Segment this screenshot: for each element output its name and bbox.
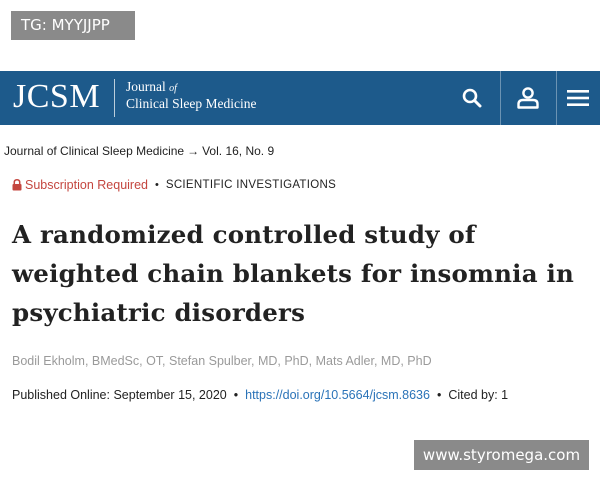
watermark-bottom: www.styromega.com	[414, 440, 589, 470]
watermark-top: TG: MYYJJPP	[11, 11, 135, 40]
journal-name	[126, 79, 256, 111]
user-icon	[516, 87, 540, 109]
separator-dot: •	[436, 388, 442, 402]
cited-by[interactable]: Cited by: 1	[448, 388, 509, 402]
subscription-badge[interactable]	[12, 178, 148, 192]
subscription-label: Subscription Required	[25, 178, 148, 192]
separator-dot: •	[155, 179, 159, 191]
article-category: SCIENTIFIC INVESTIGATIONS	[165, 179, 337, 191]
doi-link[interactable]: https://doi.org/10.5664/jcsm.8636	[245, 388, 430, 402]
jcsm-logo[interactable]: JCSM	[13, 78, 101, 115]
breadcrumb	[4, 144, 274, 158]
article-meta	[12, 178, 336, 192]
search-button[interactable]	[447, 71, 497, 125]
search-icon	[462, 88, 482, 108]
published-date: Published Online: September 15, 2020	[12, 388, 227, 402]
lock-icon	[12, 179, 22, 191]
publication-info	[12, 388, 508, 402]
journal-of: of	[169, 83, 177, 94]
journal-subtitle: Clinical Sleep Medicine	[126, 96, 257, 111]
site-header	[0, 71, 600, 125]
author-list[interactable]: Bodil Ekholm, BMedSc, OT, Stefan Spulber, MD, PhD, Mats Adler, MD, PhD	[12, 354, 432, 368]
article-title: A randomized controlled study of weighted chain blankets for insomnia in psychiatric disorders	[12, 220, 575, 327]
header-separator	[500, 71, 501, 125]
account-button[interactable]	[503, 71, 553, 125]
menu-button[interactable]	[556, 71, 600, 125]
journal-word: Journal	[126, 79, 166, 94]
logo-divider	[114, 79, 115, 117]
arrow-right-icon: →	[187, 144, 200, 158]
breadcrumb-journal[interactable]: Journal of Clinical Sleep Medicine	[4, 144, 185, 158]
breadcrumb-issue[interactable]: Vol. 16, No. 9	[202, 144, 275, 158]
separator-dot: •	[233, 388, 239, 402]
menu-icon	[567, 89, 589, 107]
